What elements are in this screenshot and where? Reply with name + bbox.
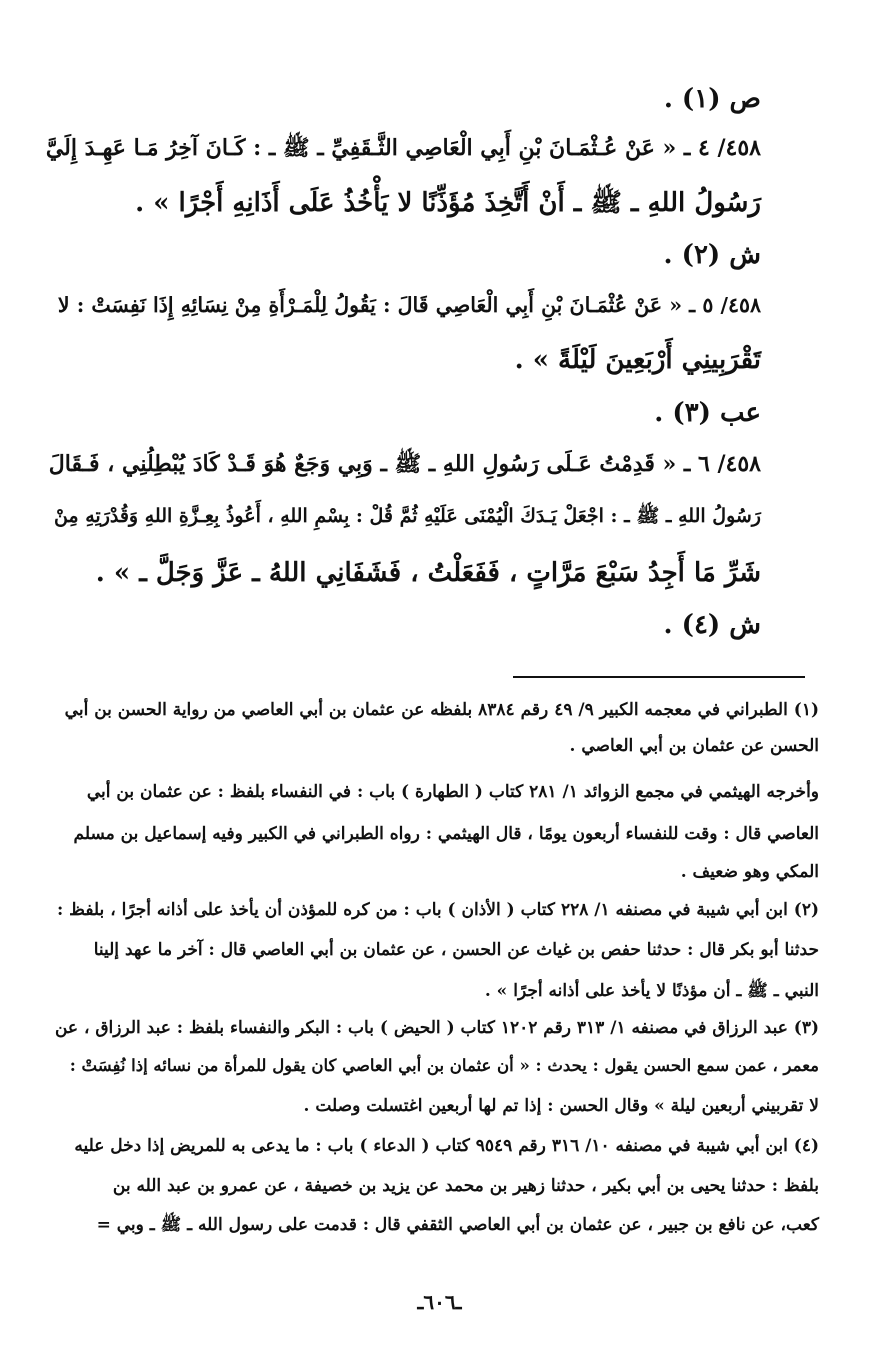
footnote-1-line-4: العاصي قال : وقت للنفساء أربعون يومًا ، قال الهيثمي : رواه الطبراني في الكبير وفيه إسماعيل بن مسلم — [73, 824, 819, 844]
page-number: ـ٦٠٦ـ — [417, 1290, 462, 1314]
footnote-4-line-2: بلفظ : حدثنا يحيى بن أبي بكير ، حدثنا زهير بن محمد عن يزيد بن خصيفة ، عن عمرو بن عبد الله بن — [112, 1176, 819, 1196]
footnote-4-line-1: (٤) ابن أبي شيبة في مصنفه ١٠/ ٣١٦ رقم ٩٥٤٩ كتاب ( الدعاء ) باب : ما يدعى به للمريض إذا دخل عليه — [74, 1136, 819, 1156]
footnote-3-line-3: لا تقربيني أربعين ليلة » وقال الحسن : إذا تم لها أربعين اغتسلت وصلت . — [303, 1096, 819, 1116]
main-line-1: ص (١) . — [663, 84, 761, 114]
footnote-separator — [513, 676, 805, 678]
footnote-1-line-5: المكي وهو ضعيف . — [680, 862, 819, 882]
hadith-458-6-line-2: رَسُولُ اللهِ ـ ﷺ ـ : اجْعَلْ يَـدَكَ الْيُمْنَى عَلَيْهِ ثُمَّ قُلْ : بِسْمِ اللهِ ، أَعُوذُ بِعِـزَّةِ اللهِ وَقُدْرَتِهِ مِنْ — [53, 505, 761, 527]
footnote-2-line-2: حدثنا أبو بكر قال : حدثنا حفص بن غياث عن الحسن ، عن عثمان بن أبي العاصي قال : آخر ما عهد إلينا — [93, 940, 819, 960]
footnote-2-line-3: النبي ـ ﷺ ـ أن مؤذنًا لا يأخذ على أذانه أجرًا » . — [484, 981, 819, 1001]
footnote-2-line-1: (٢) ابن أبي شيبة في مصنفه ١/ ٢٢٨ كتاب ( الأذان ) باب : من كره للمؤذن أن يأخذ على أذانه أجرًا ، بلفظ : — [56, 900, 819, 920]
footnote-1-line-1: (١) الطبراني في معجمه الكبير ٩/ ٤٩ رقم ٨٣٨٤ بلفظه عن عثمان بن أبي العاصي من رواية الحسن بن أبي — [64, 700, 819, 720]
footnote-3-line-1: (٣) عبد الرزاق في مصنفه ١/ ٣١٣ رقم ١٢٠٢ كتاب ( الحيض ) باب : البكر والنفساء بلفظ : عبد الرزاق ، عن — [54, 1018, 819, 1038]
footnote-3-line-2: معمر ، عمن سمع الحسن يقول : يحدث : « أن عثمان بن أبي العاصي كان يقول للمرأة من نسائه إذا نُفِسَتْ : — [69, 1056, 819, 1075]
hadith-458-5-line-1: ٤٥٨/ ٥ ـ « عَنْ عُثْمَـانَ بْنِ أَبِي الْعَاصِي قَالَ : يَقُولُ لِلْمَـرْأَةِ مِنْ نِسَائِهِ إِذَا نَفِسَتْ : لا — [57, 293, 761, 317]
hadith-458-4-line-1: ٤٥٨/ ٤ ـ « عَنْ عُـثْمَـانَ بْنِ أَبِي الْعَاصِي الثَّـقَفِيِّ ـ ﷺ ـ : كَـانَ آخِرُ مَـا عَهِـدَ إِلَيَّ — [45, 135, 761, 161]
footnote-4-line-3: كعب، عن نافع بن جبير ، عن عثمان بن أبي العاصي الثقفي قال : قدمت على رسول الله ـ ﷺ ـ وبي = — [96, 1215, 819, 1235]
main-line-11: ش (٤) . — [663, 610, 761, 640]
hadith-458-4-line-2: رَسُولُ اللهِ ـ ﷺ ـ أَنْ أَتَّخِذَ مُؤَذِّنًا لا يَأْخُذُ عَلَى أَذَانِهِ أَجْرًا » . — [135, 188, 761, 218]
hadith-458-5-line-2: تَقْرَبِينِي أَرْبَعِينَ لَيْلَةً » . — [514, 345, 761, 375]
hadith-458-6-line-3: شَرِّ مَا أَجِدُ سَبْعَ مَرَّاتٍ ، فَفَعَلْتُ ، فَشَفَانِي اللهُ ـ عَزَّ وَجَلَّ ـ » . — [95, 558, 761, 588]
footnote-1-line-3: وأخرجه الهيثمي في مجمع الزوائد ١/ ٢٨١ كتاب ( الطهارة ) باب : في النفساء بلفظ : عن عثمان بن أبي — [86, 782, 819, 802]
main-line-4: ش (٢) . — [663, 240, 761, 270]
footnote-1-line-2: الحسن عن عثمان بن أبي العاصي . — [569, 736, 819, 756]
main-line-7: عب (٣) . — [654, 398, 761, 428]
hadith-458-6-line-1: ٤٥٨/ ٦ ـ « قَدِمْتُ عَـلَى رَسُولِ اللهِ ـ ﷺ ـ وَبِي وَجَعٌ هُوَ قَـدْ كَادَ يُبْطِلُنِي ، فَـقَالَ — [48, 451, 761, 477]
